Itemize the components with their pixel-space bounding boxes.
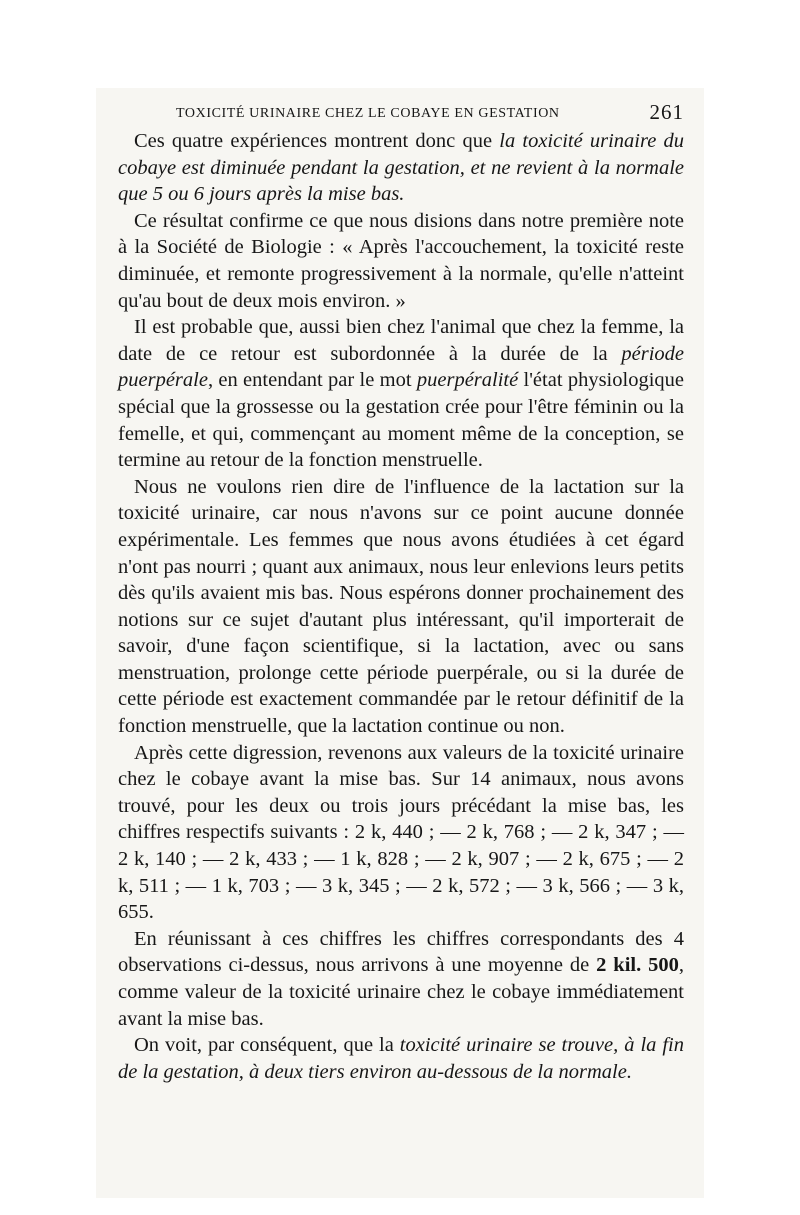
paragraph-7: [118, 1032, 684, 1085]
paragraph-1: [118, 128, 684, 208]
running-header: [118, 98, 684, 128]
paragraph-6-end: , comme valeur de la toxicité urinaire chez le cobaye immédiatement avant la mise bas.: [118, 954, 684, 1030]
term-periode-puerperale: période puerpérale: [118, 342, 684, 392]
paragraph-2-text: Ce résultat confirme ce que nous disions dans notre première note à la Société de Biologie : « Après l'accouchement, la toxicité reste diminuée, et remonte progressivement à la normale, qu'elle n'atteint qu'au bout de deux mois environ. »: [118, 209, 684, 312]
running-title: TOXICITÉ URINAIRE CHEZ LE COBAYE EN GESTATION: [176, 106, 560, 121]
paragraph-3-mid: , en entendant par le mot: [207, 369, 417, 392]
paragraph-4-text: Nous ne voulons rien dire de l'influence de la lactation sur la toxicité urinaire, car nous n'avons sur ce point aucune donnée expérimentale. Les femmes que nous avons étudiées à cet égard n'ont pas nourri ; quant aux animaux, nous leur enlevions leurs petits dès qu'ils avaient mis bas. Nous espérons donner prochainement des notions sur ce sujet d'autant plus intéressant, qu'il importerait de savoir, d'une façon scientifique, si la lactation, avec ou sans menstruation, prolonge cette période puerpérale, ou si la durée de cette période est exactement commandée par le retour définitif de la fonction menstruelle, que la lactation continue ou non.: [118, 475, 684, 738]
paragraph-3-end: l'état physiologique spécial que la grossesse ou la gestation crée pour l'être féminin ou la femelle, et qui, commençant au moment même de la conception, se termine au retour de la fonction menstruelle.: [118, 369, 684, 472]
paragraph-5: [118, 740, 684, 926]
paragraph-5-text: Après cette digression, revenons aux valeurs de la toxicité urinaire chez le cobaye avant la mise bas. Sur 14 animaux, nous avons trouvé, pour les deux ou trois jours précédant la mise bas, les chiffres respectifs suivants : 2 k, 440 ; — 2 k, 768 ; — 2 k, 347 ; — 2 k, 140 ; — 2 k, 433 ; — 1 k, 828 ; — 2 k, 907 ; — 2 k, 675 ; — 2 k, 511 ; — 1 k, 703 ; — 3 k, 345 ; — 2 k, 572 ; — 3 k, 566 ; — 3 k, 655.: [118, 741, 684, 924]
paragraph-6-text: En réunissant à ces chiffres les chiffres correspondants des 4 observations ci-dessus, nous arrivons à une moyenne de: [118, 927, 684, 977]
paragraph-1-text: Ces quatre expériences montrent donc que: [134, 130, 500, 152]
page-content: [118, 98, 684, 1085]
paragraph-7-text: On voit, par conséquent, que la: [134, 1034, 400, 1057]
paragraph-4: [118, 474, 684, 740]
paragraph-2: [118, 208, 684, 314]
paragraph-6: [118, 926, 684, 1032]
paragraph-3: [118, 314, 684, 474]
average-value: 2 kil. 500: [596, 954, 679, 977]
paragraph-1-italic: la toxicité urinaire du cobaye est diminuée pendant la gestation, et ne revient à la normale que 5 ou 6 jours après la mise bas.: [118, 130, 684, 206]
term-puerperalite: puerpéralité: [416, 369, 519, 392]
page-number: 261: [649, 100, 684, 124]
paragraph-7-italic: toxicité urinaire se trouve, à la fin de la gestation, à deux tiers environ au-dessous de la normale.: [118, 1034, 684, 1083]
scanned-page: [96, 88, 704, 1198]
paragraph-3-text: Il est probable que, aussi bien chez l'animal que chez la femme, la date de ce retour est subordonnée à la durée de la: [118, 316, 684, 365]
